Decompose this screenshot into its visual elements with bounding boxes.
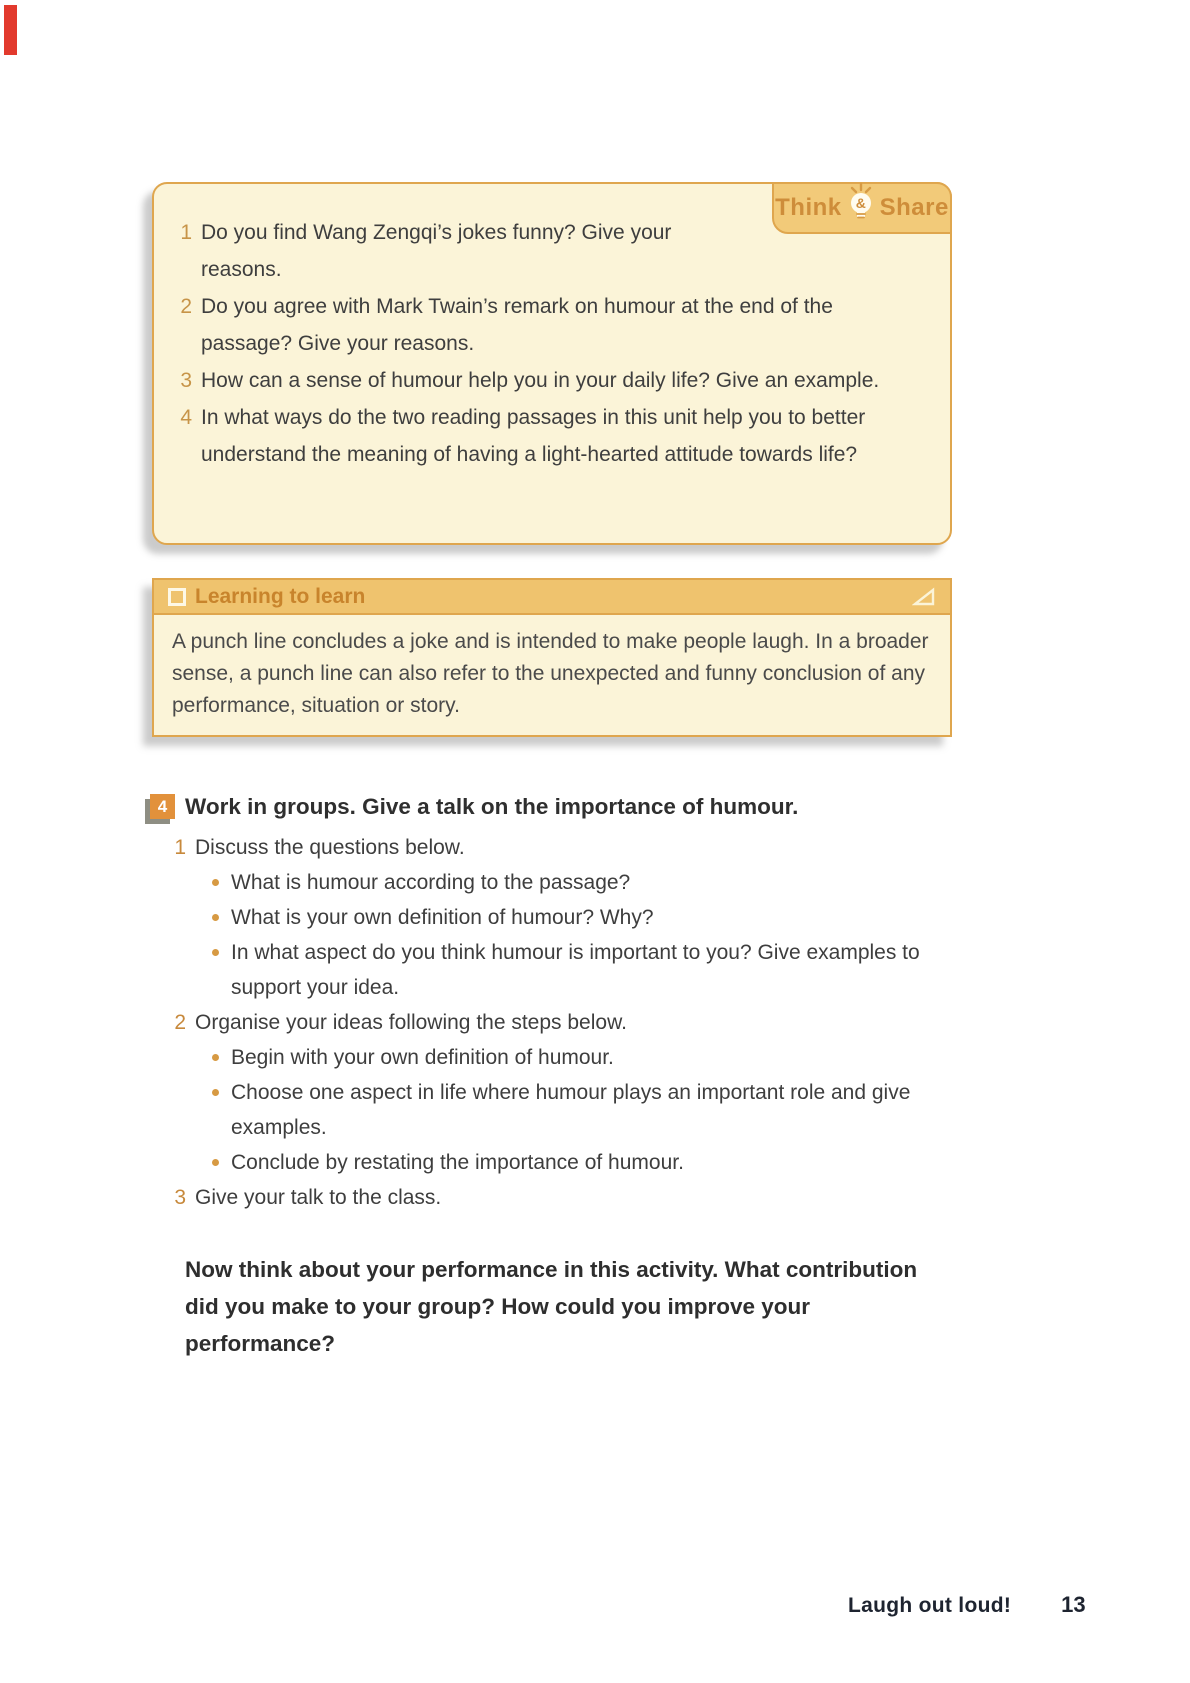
bullet-text: What is humour according to the passage? <box>231 871 631 894</box>
step-number: 1 <box>174 836 186 859</box>
question-item <box>168 399 916 473</box>
bullet-dot-icon <box>212 879 219 886</box>
think-share-tab <box>772 182 952 234</box>
bullet-dot-icon <box>212 1159 219 1166</box>
activity-step <box>150 1180 1110 1215</box>
bullet-item <box>150 935 1110 1005</box>
footer-unit-title: Laugh out loud! <box>848 1594 1012 1617</box>
learning-to-learn-header <box>154 580 950 615</box>
bullet-item <box>150 1145 1110 1180</box>
activity-4-section <box>150 793 1110 1362</box>
bullet-item <box>150 1040 1110 1075</box>
question-text: Do you agree with Mark Twain’s remark on humour at the end of the passage? Give your reasons. <box>201 295 833 355</box>
bullet-text: In what aspect do you think humour is important to you? Give examples to support your idea. <box>231 941 920 999</box>
question-item <box>168 288 916 362</box>
reflection-line: Now think about your performance in this activity. What contribution <box>185 1257 918 1282</box>
bullet-dot-icon <box>212 949 219 956</box>
question-text: In what ways do the two reading passages in this unit help you to better understand the meaning of having a light-hearted attitude towards life? <box>201 406 866 466</box>
bullet-dot-icon <box>212 1089 219 1096</box>
activity-step <box>150 830 1110 865</box>
step-text: Discuss the questions below. <box>195 836 465 859</box>
question-item <box>168 362 916 399</box>
activity-number-badge: 4 <box>150 794 175 819</box>
bullet-text: Begin with your own definition of humour. <box>231 1046 614 1069</box>
page-footer <box>848 1592 1086 1618</box>
question-number: 4 <box>180 406 192 429</box>
bullet-text: Choose one aspect in life where humour plays an important role and give examples. <box>231 1081 911 1139</box>
step-text: Organise your ideas following the steps below. <box>195 1011 627 1034</box>
activity-heading-row <box>150 793 1110 820</box>
bullet-item <box>150 1075 1110 1145</box>
bullet-text: Conclude by restating the importance of humour. <box>231 1151 684 1174</box>
question-number: 1 <box>180 221 192 244</box>
activity-title: Work in groups. Give a talk on the importance of humour. <box>185 794 799 819</box>
bullet-dot-icon <box>212 914 219 921</box>
question-text: Do you find Wang Zengqi’s jokes funny? Give your reasons. <box>201 221 672 281</box>
bullet-item <box>150 900 1110 935</box>
square-outline-icon <box>168 588 186 606</box>
think-label: Think <box>775 194 842 221</box>
question-number: 2 <box>180 295 192 318</box>
share-label: Share <box>879 194 949 221</box>
ampersand-glyph: & <box>855 195 866 211</box>
footer-page-number: 13 <box>1061 1592 1086 1617</box>
red-corner-mark <box>4 5 17 55</box>
step-number: 3 <box>174 1186 186 1209</box>
bullet-item <box>150 865 1110 900</box>
learning-to-learn-box <box>152 578 952 737</box>
activity-step <box>150 1005 1110 1040</box>
question-number: 3 <box>180 369 192 392</box>
bullet-dot-icon <box>212 1054 219 1061</box>
learning-to-learn-title: Learning to learn <box>195 584 366 608</box>
step-number: 2 <box>174 1011 186 1034</box>
bullet-text: What is your own definition of humour? Why? <box>231 906 654 929</box>
reflection-line: did you make to your group? How could you improve your <box>185 1294 811 1319</box>
think-share-box <box>152 182 952 545</box>
triangle-outline-icon <box>912 587 936 607</box>
reflection-line: performance? <box>185 1331 336 1356</box>
reflection-paragraph <box>185 1251 1110 1362</box>
question-text: How can a sense of humour help you in your daily life? Give an example. <box>201 369 880 392</box>
lightbulb-icon <box>845 181 877 225</box>
learning-to-learn-body: A punch line concludes a joke and is intended to make people laugh. In a broader sense, a punch line can also refer to the unexpected and funny conclusion of any performance, situation or story. <box>172 630 929 717</box>
step-text: Give your talk to the class. <box>195 1186 442 1209</box>
